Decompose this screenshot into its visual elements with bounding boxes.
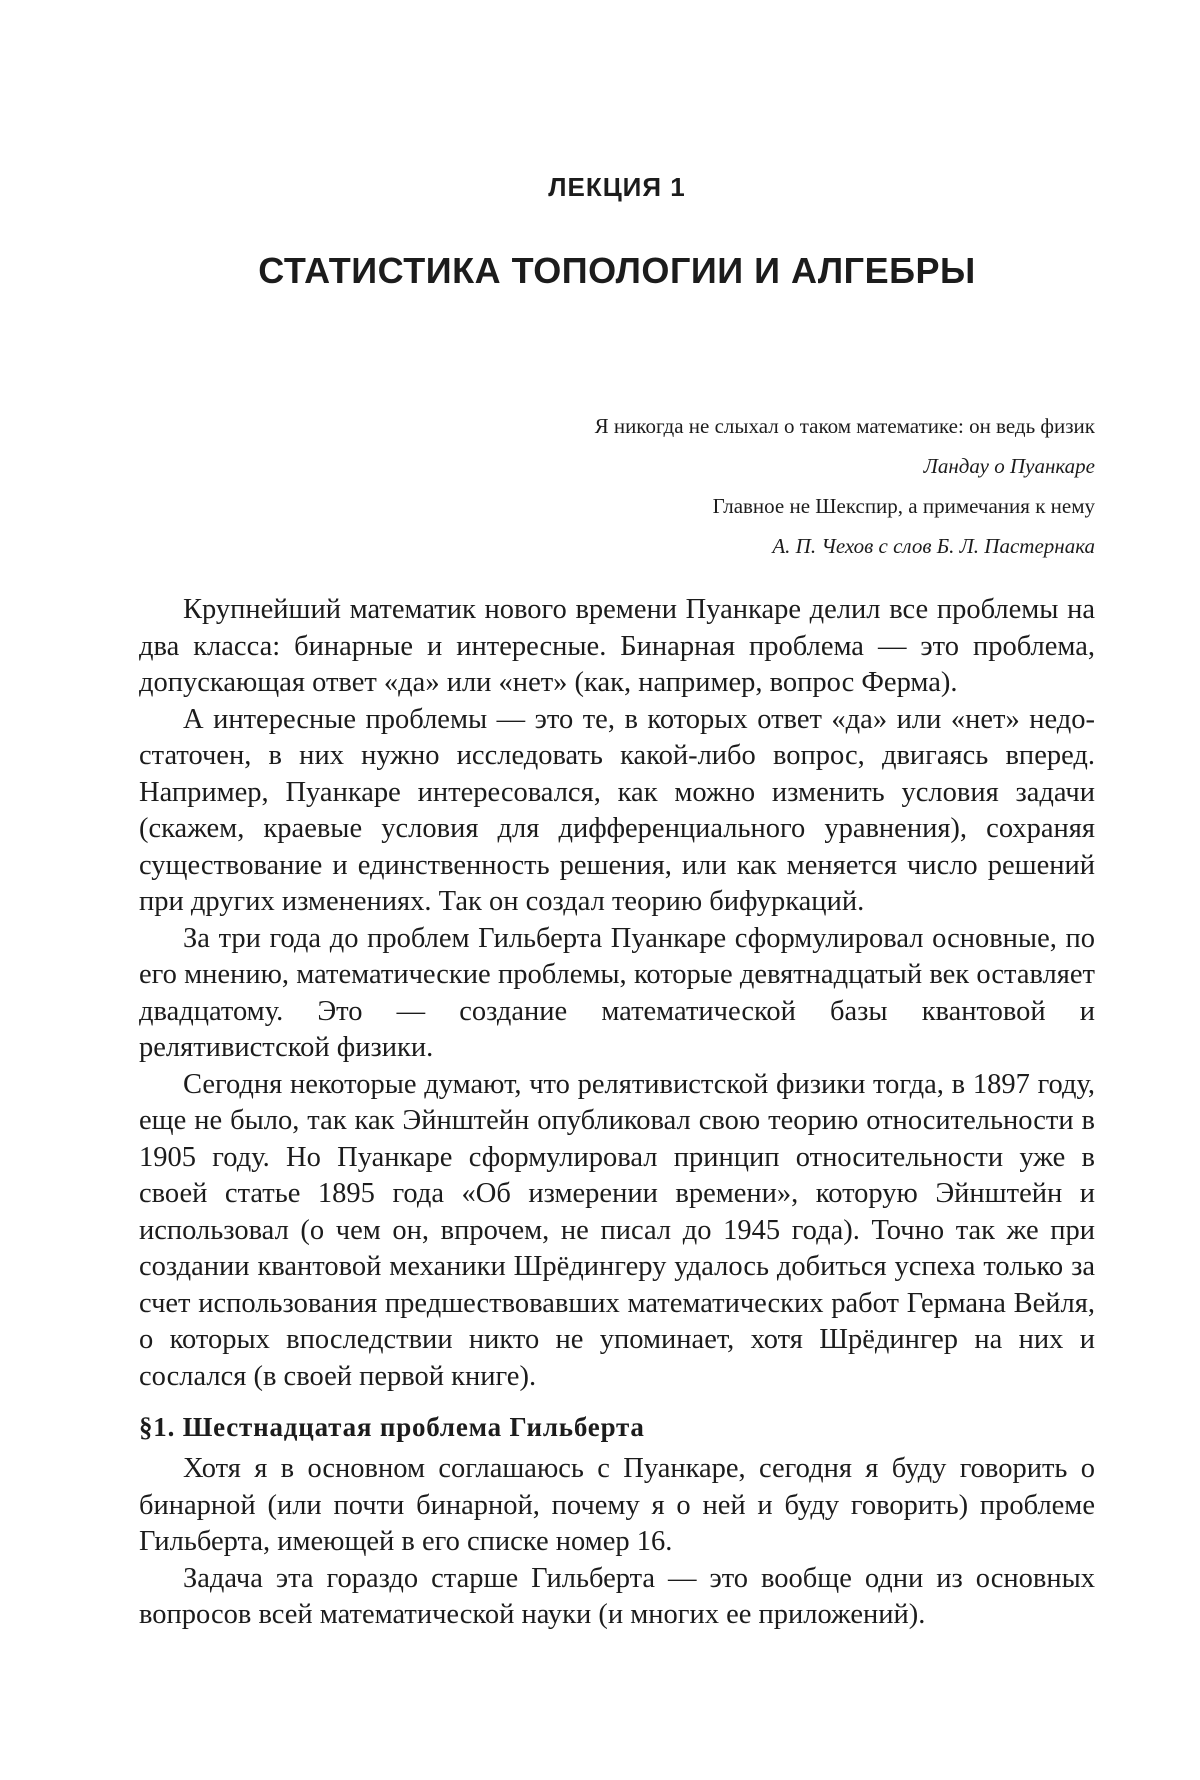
lecture-label: ЛЕКЦИЯ 1 [548,172,686,202]
epigraph-author: Ландау о Пуанкаре [923,454,1095,478]
paragraph: За три года до проблем Гильберта Пуанкаре сформулировал основные, по его мнению, математические проблемы, которые девятнадцатый век оставляет двадцатому. Это — создание математической базы квантовой и релятивистской физики. [139,922,1095,1063]
paragraph: Крупнейший математик нового времени Пуанкаре делил все проблемы на два класса: бинарные и интересные. Бинарная проблема — это проблема, допускающая ответ «да» или «нет» (как, например, вопрос Ферма). [139,594,1095,698]
body-text [139,592,1095,1634]
paragraph: А интересные проблемы — это те, в которых ответ «да» или «нет» недостаточен, в них нужно исследовать какой-либо вопрос, двигаясь вперед. Например, Пуанкаре интересовался, как можно изменить условия задачи (скажем, краевые условия для дифференциального уравнения), сохраняя существование и единственность решения, или как меняется число решений при других изменениях. Так он создал теорию бифуркаций. [139,703,1095,917]
book-page [139,0,1095,1780]
epigraph-quote: Я никогда не слыхал о таком математике: он ведь физик [594,414,1095,438]
paragraph: Хотя я в основном соглашаюсь с Пуанкаре, сегодня я буду говорить о бинарной (или почти бинарной, почему я о ней и буду говорить) проблеме Гильберта, имеющей в его списке номер 16. [139,1453,1095,1557]
paragraph: Сегодня некоторые думают, что релятивистской физики тогда, в 1897 году, еще не было, так как Эйнштейн опубликовал свою теорию относительности в 1905 году. Но Пуанкаре сформулировал принцип относительности уже в своей статье 1895 года «Об измерении времени», которую Эйнштейн и использовал (о чем он, впрочем, не писал до 1945 года). Точно так же при создании квантовой механики Шрёдингеру удалось добиться успеха только за счет использования предшествовавших математических работ Германа Вейля, о которых впоследствии никто не упоминает, хотя Шрёдингер на них и сослался (в своей первой книге). [139,1068,1095,1392]
paragraph: Задача эта гораздо старше Гильберта — это вообще одни из основных вопросов всей математической науки (и многих ее приложений). [139,1562,1095,1630]
section-heading: §1. Шестнадцатая проблема Гильберта [139,1412,645,1442]
epigraphs [139,412,1095,572]
epigraph-quote: Главное не Шекспир, а примечания к нему [712,494,1095,518]
lecture-title: СТАТИСТИКА ТОПОЛОГИИ И АЛГЕБРЫ [258,250,976,291]
epigraph-author: А. П. Чехов с слов Б. Л. Пастернака [772,534,1095,558]
